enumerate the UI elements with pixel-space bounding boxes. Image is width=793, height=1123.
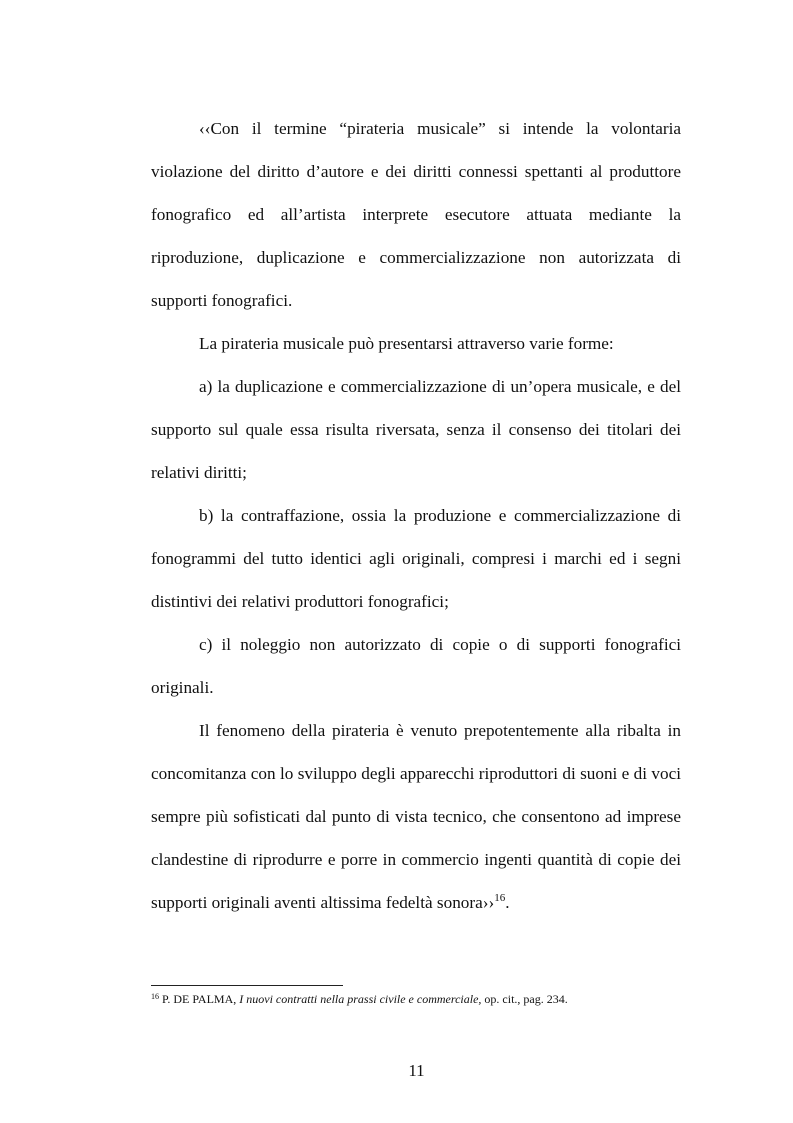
paragraph-definition: ‹‹Con il termine “pirateria musicale” si intende la volontaria violazione del diritto d’autore e dei diritti connessi spettanti al produttore fonografico ed all’artista interprete esecutore attuata mediante la riproduzione, duplicazione e commercializzazione non autorizzata di supporti fonografici. bbox=[151, 119, 681, 310]
paragraph-forms-intro: La pirateria musicale può presentarsi attraverso varie forme: bbox=[199, 334, 614, 353]
paragraph-form-c: c) il noleggio non autorizzato di copie o di supporti fonografici originali. bbox=[151, 635, 681, 697]
footnote bbox=[151, 991, 681, 1007]
final-period: . bbox=[505, 893, 510, 912]
body-text bbox=[151, 107, 681, 924]
footnote-author: P. DE PALMA, bbox=[162, 992, 237, 1006]
paragraph-phenomenon bbox=[151, 709, 681, 924]
paragraph-phenomenon-text: Il fenomeno della pirateria è venuto prepotentemente alla ribalta in concomitanza con lo sviluppo degli apparecchi riproduttori di suoni e di voci sempre più sofisticati dal punto di vista tecnico, che consentono ad imprese clandestine di riprodurre e porre in commercio ingenti quantità di copie dei supporti originali aventi altissima fedeltà sonora›› bbox=[151, 721, 681, 912]
footnote-reference[interactable]: 16 bbox=[494, 892, 506, 904]
page-number: 11 bbox=[408, 1061, 425, 1080]
paragraph-form-b: b) la contraffazione, ossia la produzione e commercializzazione di fonogrammi del tutto identici agli originali, compresi i marchi ed i segni distintivi dei relativi produttori fonografici; bbox=[151, 506, 681, 611]
paragraph-form-a: a) la duplicazione e commercializzazione di un’opera musicale, e del supporto sul quale essa risulta riversata, senza il consenso dei titolari dei relativi diritti; bbox=[151, 377, 681, 482]
footnote-number: 16 bbox=[151, 992, 159, 1001]
footnote-citation: op. cit., pag. 234. bbox=[484, 992, 568, 1006]
footnote-separator bbox=[151, 985, 343, 986]
footnote-title: I nuovi contratti nella prassi civile e commerciale, bbox=[239, 992, 482, 1006]
